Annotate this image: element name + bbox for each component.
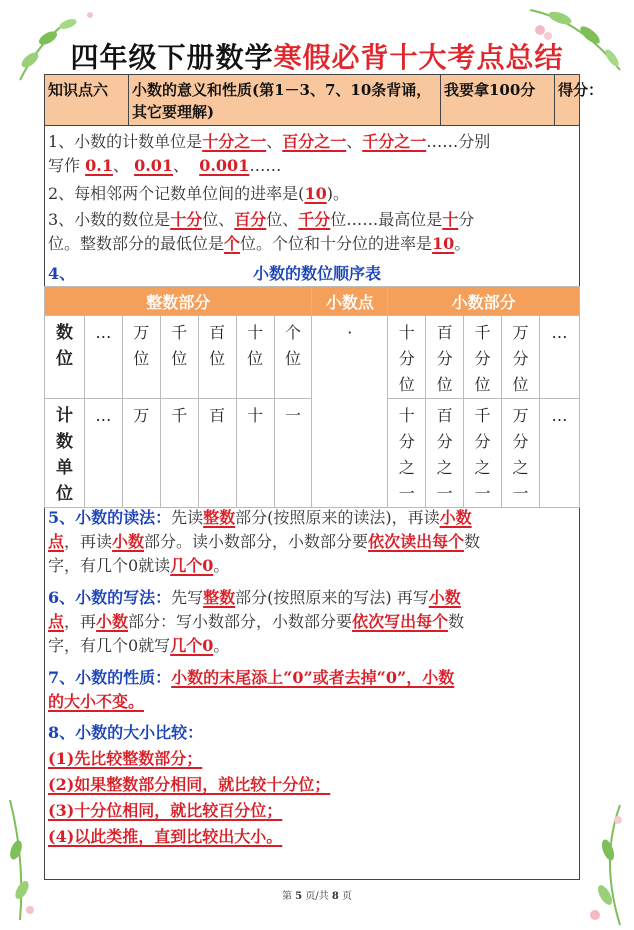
- p2-answer: 10: [304, 184, 327, 203]
- p1-text: ……: [249, 156, 282, 175]
- p6-answer: 整数: [203, 588, 236, 607]
- row2-dec-cell: [388, 399, 426, 508]
- p1-sep: 、: [266, 132, 283, 151]
- row2-dec-cell: [464, 399, 502, 508]
- p7-rule: 的大小不变。: [48, 692, 145, 711]
- table-number: 4、: [48, 264, 76, 283]
- row2-cell: [160, 399, 198, 508]
- p2-text: 2、每相邻两个记数单位间的进率是(: [48, 184, 305, 203]
- dec-part-header: 小数部分: [388, 287, 580, 316]
- unit-char: 之: [512, 458, 529, 477]
- header-label: 知识点六: [45, 75, 129, 125]
- unit-char: 十: [398, 406, 415, 425]
- unit-char: 百: [436, 406, 453, 425]
- p3-answer: 10: [432, 234, 455, 253]
- row2-cell: [122, 399, 160, 508]
- p3-answer: 十分: [170, 210, 203, 229]
- row1-dec-cell: [464, 316, 502, 399]
- p3-text: 位、: [266, 210, 299, 229]
- dots: …: [551, 323, 568, 342]
- row-heading-char: 位: [55, 484, 73, 504]
- unit-char: 之: [398, 458, 415, 477]
- place-name-char: 十: [398, 323, 415, 342]
- p8-heading: 8、小数的大小比较：: [48, 723, 204, 742]
- row1-dec-cell: [502, 316, 540, 399]
- footer-text: 页/共: [305, 891, 329, 902]
- row-heading-char: 位: [55, 349, 73, 369]
- p1-answer-2: 百分之一: [282, 132, 347, 151]
- title-part1: 四年级下册数学: [70, 41, 274, 74]
- row1-cell: [198, 316, 236, 399]
- unit-char: 一: [398, 484, 415, 503]
- p6-text: 。: [213, 636, 230, 655]
- footer-text: 页: [342, 891, 353, 902]
- place-name-char: 位: [512, 375, 529, 394]
- unit-char: 分: [436, 432, 453, 451]
- dots: …: [95, 406, 112, 425]
- point-7: [48, 666, 578, 714]
- unit-char: 分: [398, 432, 415, 451]
- p1-answer-5: 0.01: [134, 156, 174, 175]
- p6-answer: 依次写出每个: [352, 612, 449, 631]
- p5-text: 先读: [171, 508, 204, 527]
- p1-text: 1、小数的计数单位是: [48, 132, 203, 151]
- row1-cell: [236, 316, 274, 399]
- row1-dec-cell: [426, 316, 464, 399]
- p5-text: 部分(按照原来的读法)，再读: [235, 508, 440, 527]
- place-name-char: 位: [209, 349, 226, 368]
- p2-text: )。: [326, 184, 349, 203]
- unit-char: 万: [512, 406, 529, 425]
- place-name-char: 位: [436, 375, 453, 394]
- place-name-char: 分: [436, 349, 453, 368]
- p5-answer: 小数: [439, 508, 472, 527]
- p1-answer-1: 十分之一: [202, 132, 267, 151]
- row2-cell: [274, 399, 312, 508]
- point-header: 小数点: [312, 287, 388, 316]
- header-goal: 我要拿100分: [441, 75, 555, 125]
- header-score: 得分：: [558, 81, 604, 99]
- row-heading-char: 单: [55, 458, 73, 478]
- place-name-char: 位: [284, 349, 301, 368]
- place-name-char: 位: [247, 349, 264, 368]
- p3-text: 位……最高位是: [330, 210, 443, 229]
- table-caption: 小数的数位顺序表: [253, 264, 382, 283]
- row1-dec-cell: [388, 316, 426, 399]
- p5-answer: 整数: [203, 508, 236, 527]
- row-heading-char: 计: [55, 406, 73, 426]
- p3-answer: 千分: [298, 210, 331, 229]
- p3-answer: 十: [442, 210, 459, 229]
- int-part-header: 整数部分: [45, 287, 312, 316]
- place-name-char: 位: [398, 375, 415, 394]
- p5-answer: 依次读出每个: [368, 532, 465, 551]
- p5-text: 数: [464, 532, 481, 551]
- unit-char: 一: [474, 484, 491, 503]
- row1-head: [45, 316, 85, 399]
- place-name-char: 位: [171, 349, 188, 368]
- p1-answer-3: 千分之一: [362, 132, 427, 151]
- p1-text: ……分别: [426, 132, 491, 151]
- p5-answer: 点: [48, 532, 65, 551]
- row2-head: [45, 399, 85, 508]
- current-page: 5: [295, 891, 303, 902]
- p3-text: 分: [458, 210, 475, 229]
- total-pages: 8: [331, 891, 339, 902]
- p1-sep: 、: [346, 132, 363, 151]
- unit-char: 一: [436, 484, 453, 503]
- place-name-char: 分: [474, 349, 491, 368]
- place-name-char: 位: [133, 349, 150, 368]
- p5-heading: 5、小数的读法：: [48, 508, 172, 527]
- p1-text: 写作: [48, 156, 81, 175]
- place-name-char: 十: [247, 323, 264, 342]
- p6-answer: 点: [48, 612, 65, 631]
- row2-cell: [198, 399, 236, 508]
- p6-answer: 小数: [428, 588, 461, 607]
- row1-cell: [122, 316, 160, 399]
- footer-text: 第: [281, 891, 292, 902]
- unit-char: 分: [474, 432, 491, 451]
- point-3: [48, 208, 578, 256]
- place-name-char: 万: [133, 323, 150, 342]
- p5-text: ，再读: [64, 532, 113, 551]
- p5-answer: 几个0: [170, 556, 214, 575]
- page-footer: [0, 887, 634, 902]
- p6-answer: 几个0: [170, 636, 214, 655]
- unit-char: 万: [133, 406, 150, 425]
- p7-heading: 7、小数的性质：: [48, 668, 172, 687]
- unit-char: 十: [247, 406, 264, 425]
- p1-sep: 、: [112, 156, 129, 175]
- p7-rule: 小数的末尾添上“0”或者去掉“0”，小数: [171, 668, 455, 687]
- unit-char: 一: [512, 484, 529, 503]
- place-name-char: 万: [512, 323, 529, 342]
- dots: …: [95, 323, 112, 342]
- place-name-char: 个: [284, 323, 301, 342]
- row1-dots: [84, 316, 122, 399]
- header-topic: 小数的意义和性质(第1－3、7、10条背诵，其它要理解): [129, 75, 441, 125]
- p6-answer: 小数: [96, 612, 129, 631]
- place-name-char: 分: [398, 349, 415, 368]
- place-name-char: 千: [171, 323, 188, 342]
- p8-item: (1)先比较整数部分；: [48, 749, 203, 768]
- unit-char: 千: [171, 406, 188, 425]
- unit-char: 分: [512, 432, 529, 451]
- p3-text: 3、小数的数位是: [48, 210, 171, 229]
- p5-text: 部分。读小数部分，小数部分要: [144, 532, 369, 551]
- knowledge-header: [44, 74, 604, 126]
- row2-dots: [539, 399, 579, 508]
- row1-cell: [274, 316, 312, 399]
- p3-text: 位、: [202, 210, 235, 229]
- unit-char: 一: [284, 406, 301, 425]
- row2-dec-cell: [502, 399, 540, 508]
- p6-text: 数: [448, 612, 465, 631]
- place-name-char: 百: [436, 323, 453, 342]
- p6-text: ，再: [64, 612, 97, 631]
- decimal-place-table: [44, 286, 580, 508]
- place-name-char: 百: [209, 323, 226, 342]
- row1-dots: [539, 316, 579, 399]
- p8-item: (3)十分位相同，就比较百分位；: [48, 801, 283, 820]
- p6-text: 字，有几个0就写: [48, 636, 171, 655]
- p3-answer: 百分: [234, 210, 267, 229]
- title-part2: 寒假必背十大考点总结: [273, 41, 564, 74]
- p5-text: 字，有几个0就读: [48, 556, 171, 575]
- row-heading-char: 数: [55, 323, 73, 343]
- place-name-char: 千: [474, 323, 491, 342]
- row-heading-char: 数: [55, 432, 73, 452]
- point-1: [48, 130, 578, 178]
- decimal-point-cell: [312, 316, 388, 508]
- p6-heading: 6、小数的写法：: [48, 588, 172, 607]
- p8-item: (4)以此类推，直到比较出大小。: [48, 827, 283, 846]
- p6-text: 先写: [171, 588, 204, 607]
- unit-char: 之: [474, 458, 491, 477]
- point-6: [48, 586, 578, 658]
- p1-answer-4: 0.1: [85, 156, 113, 175]
- p3-text: 位。个位和十分位的进率是: [240, 234, 433, 253]
- decimal-point: ·: [347, 323, 353, 342]
- row2-cell: [236, 399, 274, 508]
- point-2: [48, 182, 578, 206]
- place-name-char: 位: [474, 375, 491, 394]
- page-title: [0, 36, 634, 76]
- p6-text: 部分：写小数部分，小数部分要: [128, 612, 353, 631]
- place-name-char: 分: [512, 349, 529, 368]
- row2-dec-cell: [426, 399, 464, 508]
- unit-char: 之: [436, 458, 453, 477]
- point-5: [48, 506, 578, 578]
- unit-char: 百: [209, 406, 226, 425]
- unit-char: 千: [474, 406, 491, 425]
- p5-answer: 小数: [112, 532, 145, 551]
- p6-text: 部分(按照原来的写法) 再写: [235, 588, 429, 607]
- p1-sep: 、: [173, 156, 190, 175]
- p3-text: 位。整数部分的最低位是: [48, 234, 225, 253]
- p5-text: 。: [213, 556, 230, 575]
- dots: …: [551, 406, 568, 425]
- row2-dots: [84, 399, 122, 508]
- p1-answer-6: 0.001: [199, 156, 250, 175]
- row1-cell: [160, 316, 198, 399]
- p3-answer: 个: [224, 234, 241, 253]
- point-8: [48, 720, 578, 850]
- p8-item: (2)如果整数部分相同，就比较十分位；: [48, 775, 331, 794]
- p3-text: 。: [454, 234, 471, 253]
- table-caption-row: [48, 262, 578, 286]
